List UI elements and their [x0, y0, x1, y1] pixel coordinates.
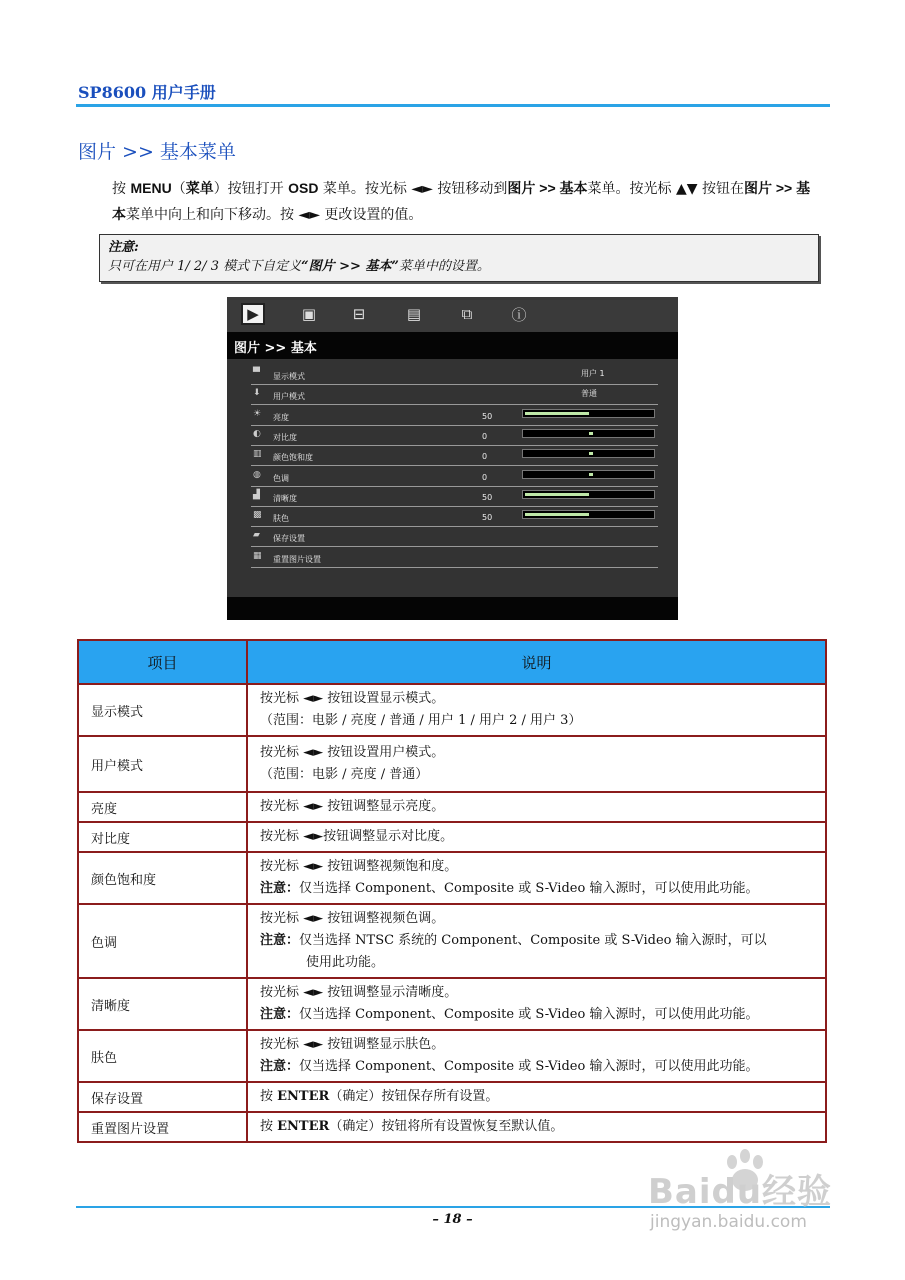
table-cell-description: [247, 792, 826, 822]
osd-row-value: 50: [482, 513, 493, 523]
brightness-icon: ☀: [253, 408, 262, 419]
save-settings-icon: ▰: [253, 530, 260, 541]
description-line: 按 ENTER（确定）按钮将所有设置恢复至默认值。: [260, 1119, 564, 1134]
description-line: 按光标 ◄► 按钮调整视频色调。: [260, 911, 445, 926]
table-cell-description: [247, 1082, 826, 1112]
watermark-url: jingyan.baidu.com: [650, 1212, 807, 1232]
osd-row-label: 颜色饱和度: [273, 453, 313, 463]
osd-menu-footer: [227, 597, 678, 620]
description-note: 注意：仅当选择 Component、Composite 或 S-Video 输入源时，可以使用此功能。: [260, 1007, 759, 1022]
contrast-icon: ◐: [253, 428, 261, 439]
osd-slider-fill: [525, 513, 589, 516]
description-line: 按 ENTER（确定）按钮保存所有设置。: [260, 1089, 499, 1104]
osd-row-label: 重置图片设置: [273, 554, 321, 564]
advanced-icon: ⧉: [461, 305, 473, 323]
table-cell-item: 清晰度: [78, 978, 247, 1030]
osd-row-option: 用户 1: [581, 369, 605, 378]
settings-table: [77, 639, 827, 1143]
description-note: 注意：仅当选择 NTSC 系统的 Component、Composite 或 S-Video 输入源时，可以: [260, 933, 767, 948]
table-cell-item: 用户模式: [78, 736, 247, 792]
osd-row-label: 色调: [273, 473, 289, 483]
table-cell-item: 色调: [78, 904, 247, 978]
osd-slider-bar: [522, 510, 655, 519]
osd-slider-marker: [589, 473, 593, 476]
osd-row: [251, 467, 658, 487]
skin-tone-icon: ▩: [253, 510, 262, 521]
osd-row-value: 50: [482, 492, 493, 502]
table-cell-item: 保存设置: [78, 1082, 247, 1112]
baidu-watermark: [648, 1150, 858, 1250]
picture-icon: ▶: [241, 303, 265, 325]
table-row: [78, 822, 826, 852]
table-row: [78, 736, 826, 792]
display-mode-icon: ▀: [253, 368, 260, 378]
osd-slider-fill: [525, 493, 589, 496]
osd-tab-bar: [227, 297, 678, 332]
table-row: [78, 852, 826, 904]
osd-row: [251, 446, 658, 466]
options-icon: ▤: [406, 305, 422, 323]
osd-row-value: 0: [482, 452, 488, 462]
table-cell-description: [247, 978, 826, 1030]
osd-row-label: 肤色: [273, 514, 289, 524]
osd-slider-bar: [522, 429, 655, 438]
table-cell-item: 重置图片设置: [78, 1112, 247, 1142]
section-title: 图片 >> 基本菜单: [78, 141, 236, 163]
osd-slider-bar: [522, 490, 655, 499]
table-cell-description: [247, 684, 826, 736]
note-box: [99, 234, 819, 282]
description-note: 注意：仅当选择 Component、Composite 或 S-Video 输入源时，可以使用此功能。: [260, 881, 759, 896]
table-cell-description: [247, 1030, 826, 1082]
osd-slider-bar: [522, 409, 655, 418]
description-note: 注意：仅当选择 Component、Composite 或 S-Video 输入源时，可以使用此功能。: [260, 1059, 759, 1074]
column-header-description: 说明: [247, 640, 826, 684]
display-icon: ▣: [301, 305, 317, 323]
table-header-row: [78, 640, 826, 684]
info-icon: ⓘ: [511, 305, 527, 324]
description-line: （范围：电影 / 亮度 / 普通）: [260, 767, 429, 782]
user-mode-icon: ⬇: [253, 388, 261, 399]
table-row: [78, 684, 826, 736]
osd-menu-body: [227, 359, 678, 597]
table-cell-description: [247, 822, 826, 852]
sharpness-icon: ▟: [253, 489, 260, 500]
description-line: 按光标 ◄► 按钮调整显示清晰度。: [260, 985, 458, 1000]
manual-header-title: SP8600 用户手册: [78, 83, 216, 102]
table-cell-item: 对比度: [78, 822, 247, 852]
osd-menu-title: 图片 >> 基本: [227, 332, 678, 359]
osd-menu-screenshot: [227, 297, 678, 620]
osd-row: [251, 548, 658, 568]
table-cell-item: 颜色饱和度: [78, 852, 247, 904]
description-line: （范围：电影 / 亮度 / 普通 / 用户 1 / 用户 2 / 用户 3）: [260, 713, 582, 728]
page-number: – 18 –: [432, 1212, 473, 1227]
description-note-continued: 使用此功能。: [306, 955, 385, 970]
osd-row: [251, 385, 658, 405]
setup-icon: ⊟: [352, 305, 366, 323]
osd-row-label: 保存设置: [273, 534, 305, 544]
description-line: 按光标 ◄► 按钮调整视频饱和度。: [260, 859, 458, 874]
osd-row: [251, 527, 658, 547]
osd-row-value: 0: [482, 472, 488, 482]
saturation-icon: ▥: [253, 449, 262, 460]
osd-row-label: 清晰度: [273, 493, 297, 503]
description-line: 按光标 ◄► 按钮设置用户模式。: [260, 745, 445, 760]
watermark-logo: Baidu经验: [648, 1172, 833, 1212]
osd-row: [251, 406, 658, 426]
osd-slider-marker: [589, 452, 593, 455]
description-line: 按光标 ◄►按钮调整显示对比度。: [260, 829, 454, 844]
table-row: [78, 792, 826, 822]
osd-row: [251, 365, 658, 385]
hue-icon: ◍: [253, 469, 261, 480]
table-row: [78, 904, 826, 978]
osd-row-label: 亮度: [273, 412, 289, 422]
table-cell-description: [247, 736, 826, 792]
osd-row-label: 对比度: [273, 432, 297, 442]
osd-slider-bar: [522, 449, 655, 458]
osd-row: [251, 426, 658, 446]
osd-row-label: 显示模式: [273, 372, 305, 381]
description-line: 按光标 ◄► 按钮调整显示亮度。: [260, 799, 445, 814]
osd-row-value: 0: [482, 431, 488, 441]
osd-row-option: 普通: [581, 389, 597, 399]
osd-slider-bar: [522, 470, 655, 479]
table-row: [78, 1082, 826, 1112]
table-cell-description: [247, 904, 826, 978]
intro-paragraph: 按 MENU（菜单）按钮打开 OSD 菜单。按光标 ◄► 按钮移动到图片 >> 基本菜单。按光标 ▲▼ 按钮在图片 >> 基本菜单中向上和向下移动。按 ◄► 更改设置的值。: [112, 180, 811, 223]
osd-row: [251, 487, 658, 507]
osd-row-value: 50: [482, 411, 493, 421]
table-cell-description: [247, 1112, 826, 1142]
osd-slider-fill: [525, 412, 589, 415]
table-row: [78, 1112, 826, 1142]
osd-slider-marker: [589, 432, 593, 435]
note-title: 注意:: [108, 240, 139, 255]
table-row: [78, 1030, 826, 1082]
table-cell-item: 亮度: [78, 792, 247, 822]
note-text: 只可在用户 1/ 2/ 3 模式下自定义“图片 >> 基本”菜单中的设置。: [108, 259, 490, 274]
table-cell-item: 肤色: [78, 1030, 247, 1082]
osd-row: [251, 507, 658, 527]
column-header-item: 项目: [78, 640, 247, 684]
reset-picture-icon: ▦: [253, 550, 262, 561]
header-divider: [76, 104, 830, 107]
osd-row-label: 用户模式: [273, 392, 305, 402]
table-cell-description: [247, 852, 826, 904]
description-line: 按光标 ◄► 按钮调整显示肤色。: [260, 1037, 445, 1052]
table-cell-item: 显示模式: [78, 684, 247, 736]
description-line: 按光标 ◄► 按钮设置显示模式。: [260, 691, 445, 706]
table-row: [78, 978, 826, 1030]
